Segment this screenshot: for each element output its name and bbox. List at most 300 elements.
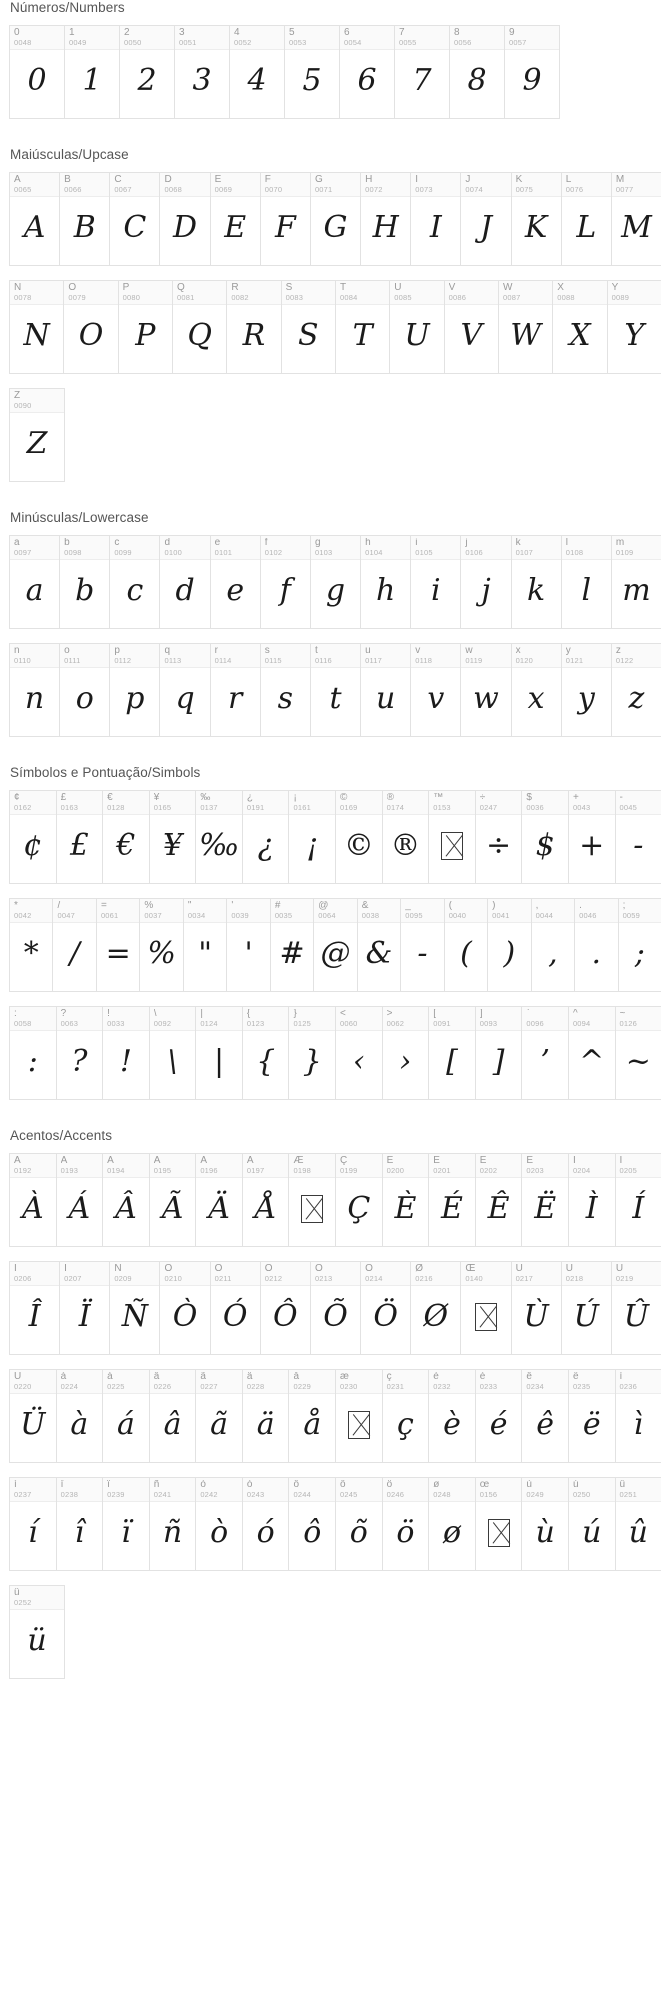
glyph-unicode-label: 0117 — [365, 656, 383, 665]
glyph-cell[interactable] — [59, 535, 110, 629]
glyph-preview: d — [175, 573, 195, 608]
glyph-cell[interactable] — [149, 1006, 197, 1100]
glyph-preview: £ — [69, 828, 89, 863]
glyph-unicode-label: 0108 — [565, 548, 584, 557]
glyph-unicode-label: 0063 — [60, 1019, 79, 1028]
glyph-cell[interactable] — [428, 1477, 476, 1571]
glyph-cell[interactable] — [9, 790, 57, 884]
glyph-cell-header — [57, 1370, 103, 1394]
glyph-preview: 7 — [412, 63, 432, 98]
glyph-cell[interactable] — [574, 898, 618, 992]
glyph-cell[interactable] — [9, 535, 60, 629]
glyph-char-label: ì — [619, 1372, 623, 1382]
glyph-cell[interactable] — [568, 1006, 616, 1100]
glyph-char-label: 7 — [399, 28, 405, 38]
glyph-preview: ! — [119, 1044, 132, 1079]
glyph-preview: W — [510, 318, 542, 353]
glyph-cell[interactable] — [335, 280, 390, 374]
glyph-unicode-label: 0069 — [214, 185, 233, 194]
glyph-cell-header — [64, 281, 117, 305]
glyph-cell[interactable] — [159, 172, 210, 266]
glyph-cell[interactable] — [568, 1369, 616, 1463]
glyph-cell[interactable] — [109, 535, 160, 629]
glyph-cell[interactable] — [475, 1006, 523, 1100]
glyph-cell[interactable] — [288, 1153, 336, 1247]
glyph-cell[interactable] — [460, 643, 511, 737]
glyph-cell-header — [383, 791, 429, 815]
glyph-unicode-label: 0128 — [107, 803, 125, 812]
glyph-char-label: T — [339, 283, 347, 293]
glyph-cell-header — [10, 644, 59, 668]
glyph-preview: á — [117, 1407, 135, 1442]
glyph-unicode-label: 0036 — [526, 803, 544, 812]
glyph-cell[interactable] — [9, 1585, 65, 1679]
glyph-preview: Î — [28, 1299, 41, 1334]
glyph-char-label: w — [465, 646, 473, 656]
glyph-cell[interactable] — [195, 1477, 243, 1571]
glyph-cell[interactable] — [96, 898, 140, 992]
glyph-preview: Õ — [323, 1299, 348, 1334]
glyph-unicode-label: 0247 — [479, 803, 498, 812]
glyph-unicode-label: 0213 — [314, 1274, 333, 1283]
glyph-cell[interactable] — [102, 790, 150, 884]
glyph-cell[interactable] — [561, 172, 612, 266]
glyph-preview: õ — [349, 1515, 368, 1550]
glyph-cell-header — [616, 1007, 661, 1031]
glyph-unicode-label: 0107 — [515, 548, 534, 557]
glyph-cell-header — [110, 536, 159, 560]
glyph-cell[interactable] — [9, 1369, 57, 1463]
glyph-cell[interactable] — [159, 643, 210, 737]
glyph-cell[interactable] — [511, 172, 562, 266]
glyph-cell[interactable] — [382, 790, 430, 884]
glyph-preview: i — [431, 573, 441, 608]
glyph-cell[interactable] — [521, 1153, 569, 1247]
glyph-char-label: : — [14, 1009, 17, 1019]
glyph-cell[interactable] — [335, 790, 383, 884]
glyph-cell[interactable] — [242, 1153, 290, 1247]
glyph-cell[interactable] — [119, 25, 175, 119]
glyph-cell[interactable] — [568, 1477, 616, 1571]
glyph-unicode-label: 0040 — [448, 911, 467, 920]
glyph-cell[interactable] — [428, 1153, 476, 1247]
glyph-unicode-label: 0083 — [285, 293, 304, 302]
glyph-cell[interactable] — [210, 535, 261, 629]
glyph-char-label: $ — [526, 793, 532, 803]
glyph-cell[interactable] — [56, 1153, 104, 1247]
glyph-cell-header — [401, 899, 443, 923]
glyph-unicode-label: 0060 — [340, 1019, 358, 1028]
glyph-cell[interactable] — [360, 1261, 411, 1355]
glyph-cell[interactable] — [389, 280, 444, 374]
glyph-cell[interactable] — [511, 535, 562, 629]
glyph-cell[interactable] — [382, 1477, 430, 1571]
glyph-cell[interactable] — [9, 172, 60, 266]
glyph-unicode-label: 0244 — [293, 1490, 311, 1499]
glyph-cell[interactable] — [118, 280, 173, 374]
glyph-cell-header — [612, 536, 661, 560]
glyph-cell[interactable] — [109, 172, 160, 266]
glyph-preview: x — [527, 681, 545, 716]
glyph-rows — [0, 790, 661, 1100]
glyph-preview: ö — [396, 1515, 415, 1550]
glyph-cell[interactable] — [260, 172, 311, 266]
glyph-cell[interactable] — [56, 1006, 104, 1100]
glyph-cell[interactable] — [159, 535, 210, 629]
glyph-cell[interactable] — [149, 1369, 197, 1463]
glyph-cell[interactable] — [498, 280, 553, 374]
glyph-cell-header — [119, 281, 172, 305]
glyph-cell[interactable] — [183, 898, 227, 992]
glyph-cell[interactable] — [59, 172, 110, 266]
glyph-cell[interactable] — [561, 535, 612, 629]
glyph-char-label: z — [615, 646, 621, 656]
glyph-cell[interactable] — [615, 1369, 661, 1463]
glyph-preview: Ë — [534, 1191, 557, 1226]
glyph-preview: ó — [256, 1515, 275, 1550]
glyph-cell[interactable] — [394, 25, 450, 119]
glyph-cell[interactable] — [449, 25, 505, 119]
glyph-cell[interactable] — [428, 790, 476, 884]
glyph-cell-header — [429, 1154, 475, 1178]
glyph-cell[interactable] — [339, 25, 395, 119]
glyph-cell[interactable] — [531, 898, 575, 992]
glyph-cell-header — [429, 1478, 475, 1502]
glyph-cell-header — [243, 1007, 289, 1031]
glyph-char-label: û — [619, 1480, 626, 1490]
glyph-cell[interactable] — [56, 1369, 104, 1463]
glyph-cell[interactable] — [475, 790, 523, 884]
glyph-unicode-label: 0250 — [572, 1490, 591, 1499]
glyph-cell-header — [411, 536, 460, 560]
glyph-cell[interactable] — [310, 643, 361, 737]
glyph-cell[interactable] — [288, 1369, 336, 1463]
glyph-row — [9, 790, 661, 884]
glyph-char-label: a — [14, 538, 20, 548]
glyph-cell[interactable] — [618, 898, 661, 992]
glyph-preview: - — [633, 828, 644, 863]
glyph-char-label: É — [433, 1156, 440, 1166]
glyph-preview: Z — [26, 426, 48, 461]
glyph-cell[interactable] — [335, 1477, 383, 1571]
glyph-preview: O — [78, 318, 104, 353]
glyph-cell[interactable] — [9, 388, 65, 482]
glyph-cell[interactable] — [382, 1369, 430, 1463]
glyph-char-label: Å — [246, 1156, 254, 1166]
glyph-cell[interactable] — [607, 280, 661, 374]
glyph-cell-header — [522, 791, 568, 815]
glyph-cell-header — [429, 1007, 475, 1031]
glyph-char-label: Ì — [572, 1156, 576, 1166]
glyph-preview: à — [70, 1407, 89, 1442]
glyph-cell[interactable] — [149, 790, 197, 884]
glyph-preview: b — [75, 573, 95, 608]
glyph-cell[interactable] — [382, 1153, 430, 1247]
glyph-cell[interactable] — [109, 643, 160, 737]
glyph-cell[interactable] — [428, 1369, 476, 1463]
glyph-cell[interactable] — [102, 1006, 150, 1100]
glyph-char-label: S — [285, 283, 293, 293]
glyph-cell-header — [383, 1007, 429, 1031]
glyph-cell[interactable] — [611, 172, 661, 266]
glyph-cell[interactable] — [521, 790, 569, 884]
glyph-cell[interactable] — [561, 1261, 612, 1355]
glyph-cell[interactable] — [260, 1261, 311, 1355]
glyph-cell[interactable] — [109, 1261, 160, 1355]
glyph-char-label: ò — [200, 1480, 206, 1490]
glyph-cell[interactable] — [9, 643, 60, 737]
glyph-cell[interactable] — [561, 643, 612, 737]
glyph-cell[interactable] — [210, 1261, 261, 1355]
glyph-cell[interactable] — [410, 172, 461, 266]
glyph-cell-header — [336, 791, 382, 815]
glyph-unicode-label: 0191 — [246, 803, 265, 812]
glyph-cell[interactable] — [9, 898, 53, 992]
glyph-cell[interactable] — [159, 1261, 210, 1355]
glyph-char-label: 5 — [289, 28, 295, 38]
glyph-cell[interactable] — [335, 1006, 383, 1100]
glyph-unicode-label: 0194 — [107, 1166, 125, 1175]
glyph-char-label: ê — [526, 1372, 532, 1382]
glyph-preview: È — [394, 1191, 417, 1226]
glyph-cell[interactable] — [552, 280, 607, 374]
glyph-cell-header — [488, 899, 530, 923]
glyph-cell[interactable] — [195, 1369, 243, 1463]
glyph-cell[interactable] — [174, 25, 230, 119]
glyph-char-label: R — [231, 283, 239, 293]
glyph-preview — [289, 1178, 335, 1246]
glyph-cell[interactable] — [288, 1006, 336, 1100]
glyph-char-label: G — [314, 175, 323, 185]
glyph-unicode-label: 0070 — [264, 185, 283, 194]
glyph-unicode-label: 0043 — [572, 803, 591, 812]
glyph-cell-header — [261, 173, 310, 197]
glyph-cell[interactable] — [360, 172, 411, 266]
glyph-row — [9, 643, 661, 737]
glyph-cell[interactable] — [52, 898, 96, 992]
glyph-cell[interactable] — [487, 898, 531, 992]
glyph-cell[interactable] — [568, 1153, 616, 1247]
glyph-cell[interactable] — [172, 280, 227, 374]
glyph-cell-header — [612, 1262, 661, 1286]
glyph-cell[interactable] — [149, 1153, 197, 1247]
glyph-cell[interactable] — [357, 898, 401, 992]
glyph-unicode-label: 0088 — [557, 293, 575, 302]
glyph-preview: ‹ — [352, 1044, 365, 1079]
glyph-cell[interactable] — [360, 643, 411, 737]
glyph-cell[interactable] — [400, 898, 444, 992]
glyph-cell[interactable] — [611, 643, 661, 737]
glyph-preview: 3 — [192, 63, 212, 98]
glyph-cell[interactable] — [9, 1153, 57, 1247]
glyph-char-label: ç — [386, 1372, 392, 1382]
glyph-cell[interactable] — [611, 1261, 661, 1355]
glyph-cell[interactable] — [9, 1006, 57, 1100]
glyph-cell[interactable] — [63, 280, 118, 374]
glyph-cell-header — [10, 1154, 56, 1178]
glyph-unicode-label: 0038 — [361, 911, 380, 920]
glyph-unicode-label: 0241 — [153, 1490, 172, 1499]
glyph-cell[interactable] — [504, 25, 560, 119]
glyph-cell[interactable] — [9, 1477, 57, 1571]
glyph-char-label: 4 — [234, 28, 240, 38]
glyph-cell[interactable] — [260, 643, 311, 737]
glyph-cell[interactable] — [195, 1006, 243, 1100]
glyph-cell[interactable] — [195, 790, 243, 884]
glyph-cell[interactable] — [475, 1369, 523, 1463]
glyph-cell[interactable] — [410, 643, 461, 737]
glyph-cell[interactable] — [226, 280, 281, 374]
glyph-cell[interactable] — [139, 898, 183, 992]
glyph-cell[interactable] — [270, 898, 314, 992]
glyph-preview: Ô — [273, 1299, 298, 1334]
glyph-cell-header — [569, 1154, 615, 1178]
glyph-cell[interactable] — [310, 1261, 361, 1355]
glyph-cell[interactable] — [475, 1153, 523, 1247]
glyph-cell-header — [110, 173, 159, 197]
glyph-cell[interactable] — [444, 280, 499, 374]
glyph-cell[interactable] — [460, 172, 511, 266]
glyph-cell[interactable] — [460, 535, 511, 629]
section-title: Símbolos e Pontuação/Simbols — [10, 765, 201, 780]
glyph-cell[interactable] — [102, 1369, 150, 1463]
glyph-preview: À — [21, 1191, 44, 1226]
glyph-unicode-label: 0072 — [365, 185, 383, 194]
glyph-cell[interactable] — [210, 643, 261, 737]
glyph-preview: ¡ — [306, 828, 319, 863]
glyph-cell[interactable] — [511, 643, 562, 737]
glyph-cell[interactable] — [460, 1261, 511, 1355]
glyph-preview: q — [175, 681, 195, 716]
glyph-cell-header — [57, 791, 103, 815]
glyph-cell[interactable] — [615, 1153, 661, 1247]
glyph-unicode-label: 0249 — [526, 1490, 544, 1499]
glyph-unicode-label: 0252 — [14, 1598, 32, 1607]
glyph-cell-header — [575, 899, 617, 923]
glyph-cell[interactable] — [511, 1261, 562, 1355]
glyph-cell[interactable] — [195, 1153, 243, 1247]
glyph-cell[interactable] — [59, 643, 110, 737]
glyph-unicode-label: 0033 — [107, 1019, 125, 1028]
glyph-cell[interactable] — [102, 1477, 150, 1571]
glyph-cell-header — [211, 173, 260, 197]
glyph-cell-header — [10, 389, 64, 413]
glyph-preview: U — [404, 318, 430, 353]
glyph-unicode-label: 0227 — [200, 1382, 218, 1391]
glyph-cell-header — [395, 26, 449, 50]
glyph-cell[interactable] — [56, 1477, 104, 1571]
glyph-cell[interactable] — [475, 1477, 523, 1571]
glyph-cell[interactable] — [382, 1006, 430, 1100]
glyph-cell[interactable] — [615, 790, 661, 884]
glyph-char-label: Ä — [200, 1156, 207, 1166]
glyph-cell[interactable] — [56, 790, 104, 884]
glyph-char-label: E — [214, 175, 222, 185]
glyph-cell[interactable] — [288, 790, 336, 884]
glyph-cell[interactable] — [242, 790, 290, 884]
glyph-cell[interactable] — [288, 1477, 336, 1571]
glyph-preview: { — [256, 1044, 276, 1079]
glyph-cell[interactable] — [9, 25, 65, 119]
glyph-unicode-label: 0098 — [64, 548, 82, 557]
glyph-preview: Ä — [208, 1191, 230, 1226]
glyph-cell[interactable] — [226, 898, 270, 992]
glyph-unicode-label: 0091 — [433, 1019, 451, 1028]
glyph-cell-header — [361, 173, 410, 197]
glyph-cell[interactable] — [9, 1261, 60, 1355]
glyph-char-label: 3 — [179, 28, 185, 38]
glyph-cell[interactable] — [310, 172, 361, 266]
glyph-unicode-label: 0169 — [340, 803, 358, 812]
glyph-cell[interactable] — [313, 898, 357, 992]
glyph-cell[interactable] — [410, 1261, 461, 1355]
glyph-cell[interactable] — [284, 25, 340, 119]
glyph-cell[interactable] — [410, 535, 461, 629]
glyph-cell[interactable] — [59, 1261, 110, 1355]
glyph-preview: ¿ — [257, 828, 274, 863]
glyph-cell[interactable] — [360, 535, 411, 629]
glyph-preview: N — [23, 318, 50, 353]
glyph-cell[interactable] — [615, 1477, 661, 1571]
glyph-cell-header — [150, 791, 196, 815]
glyph-cell[interactable] — [229, 25, 285, 119]
glyph-cell[interactable] — [310, 535, 361, 629]
glyph-preview: ï — [121, 1515, 131, 1550]
glyph-cell[interactable] — [611, 535, 661, 629]
glyph-unicode-label: 0198 — [293, 1166, 311, 1175]
glyph-cell-header — [505, 26, 559, 50]
glyph-cell[interactable] — [335, 1369, 383, 1463]
glyph-rows — [0, 172, 661, 482]
glyph-unicode-label: 0093 — [479, 1019, 498, 1028]
glyph-cell-header — [160, 1262, 209, 1286]
glyph-unicode-label: 0230 — [340, 1382, 358, 1391]
glyph-cell[interactable] — [428, 1006, 476, 1100]
glyph-preview: Ì — [585, 1191, 598, 1226]
glyph-cell[interactable] — [615, 1006, 661, 1100]
glyph-cell[interactable] — [210, 172, 261, 266]
glyph-cell-header — [358, 899, 400, 923]
glyph-cell[interactable] — [444, 898, 488, 992]
glyph-cell[interactable] — [242, 1006, 290, 1100]
glyph-char-label: Ò — [164, 1264, 173, 1274]
glyph-cell[interactable] — [568, 790, 616, 884]
glyph-cell[interactable] — [242, 1369, 290, 1463]
glyph-preview — [429, 815, 475, 883]
glyph-preview: t — [329, 681, 342, 716]
glyph-cell-header — [383, 1154, 429, 1178]
glyph-cell[interactable] — [260, 535, 311, 629]
glyph-cell[interactable] — [9, 280, 64, 374]
glyph-cell[interactable] — [149, 1477, 197, 1571]
glyph-cell[interactable] — [521, 1369, 569, 1463]
glyph-cell-header — [289, 1007, 335, 1031]
glyph-unicode-label: 0125 — [293, 1019, 311, 1028]
glyph-char-label: Ï — [64, 1264, 67, 1274]
glyph-cell[interactable] — [521, 1006, 569, 1100]
glyph-cell[interactable] — [242, 1477, 290, 1571]
glyph-cell-header — [336, 1478, 382, 1502]
glyph-char-label: ~ — [619, 1009, 626, 1019]
glyph-preview: f — [279, 573, 291, 608]
glyph-cell[interactable] — [102, 1153, 150, 1247]
glyph-cell[interactable] — [335, 1153, 383, 1247]
glyph-cell[interactable] — [521, 1477, 569, 1571]
glyph-cell[interactable] — [64, 25, 120, 119]
glyph-cell[interactable] — [281, 280, 336, 374]
glyph-char-label: 0 — [14, 28, 20, 38]
glyph-char-label: ö — [386, 1480, 393, 1490]
